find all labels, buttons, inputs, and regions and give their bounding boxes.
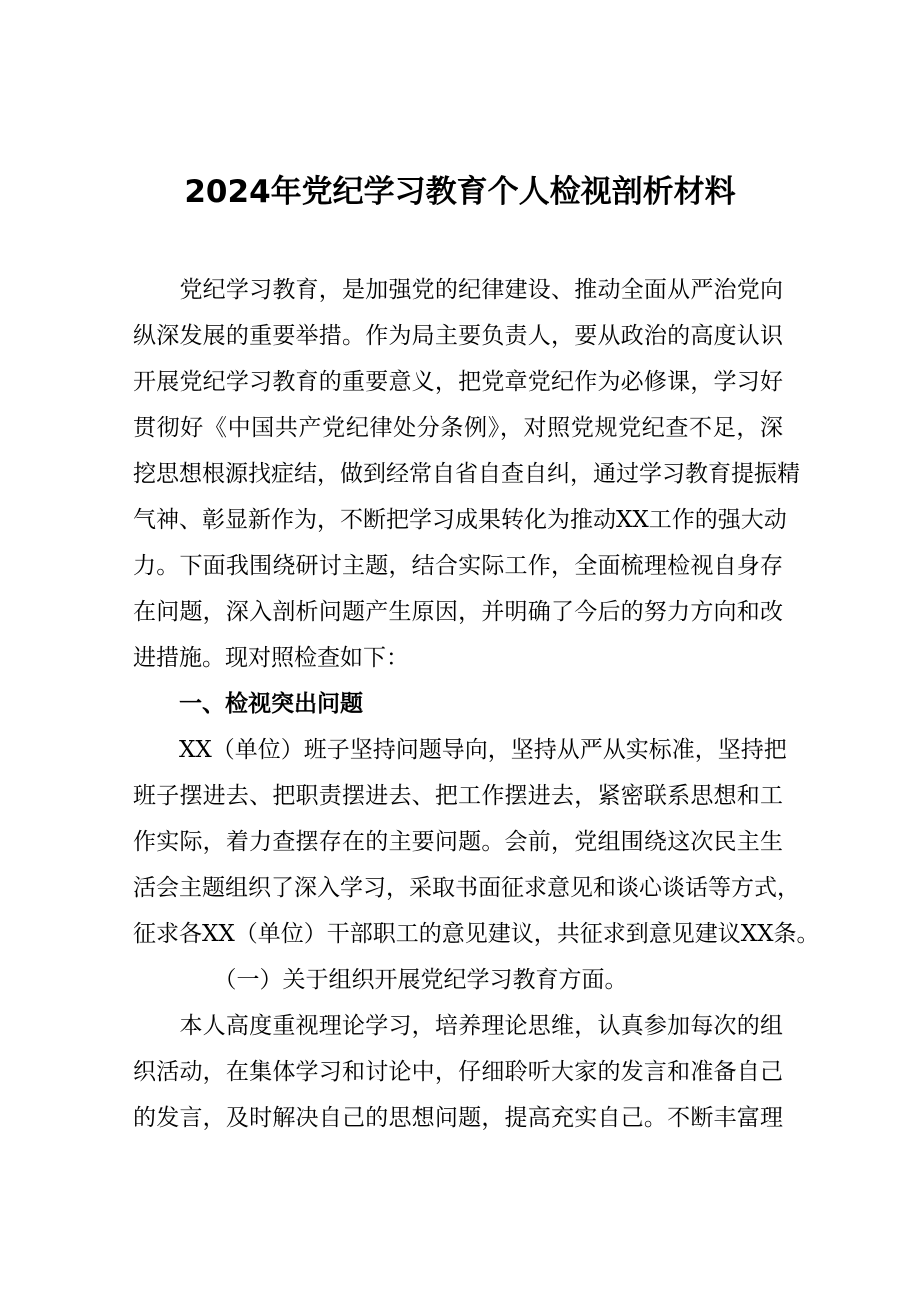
paragraph-line: 班子摆进去、把职责摆进去、把工作摆进去，紧密联系思想和工 <box>133 783 783 809</box>
paragraph-line: 开展党纪学习教育的重要意义，把党章党纪作为必修课，学习好 <box>133 369 783 395</box>
paragraph-line: 活会主题组织了深入学习，采取书面征求意见和谈心谈话等方式， <box>133 875 800 901</box>
paragraph-line: 党纪学习教育，是加强党的纪律建设、推动全面从严治党向 <box>133 277 783 303</box>
paragraph-line: 力。下面我围绕研讨主题，结合实际工作，全面梳理检视自身存 <box>133 553 783 579</box>
paragraph-line: 挖思想根源找症结，做到经常自省自查自纠，通过学习教育提振精 <box>133 461 800 487</box>
document-title: 2024年党纪学习教育个人检视剖析材料 <box>184 174 736 210</box>
section-heading: 一、检视突出问题 <box>133 691 363 717</box>
paragraph-line: 气神、彰显新作为，不断把学习成果转化为推动XX工作的强大动 <box>133 507 787 533</box>
paragraph-line: 织活动，在集体学习和讨论中，仔细聆听大家的发言和准备自己 <box>133 1059 783 1085</box>
paragraph-line: 的发言，及时解决自己的思想问题，提高充实自己。不断丰富理 <box>133 1105 783 1131</box>
paragraph-line: 纵深发展的重要举措。作为局主要负责人，要从政治的高度认识 <box>133 323 783 349</box>
paragraph-line: 本人高度重视理论学习，培养理论思维，认真参加每次的组 <box>133 1013 783 1039</box>
paragraph-line: 在问题，深入剖析问题产生原因，并明确了今后的努力方向和改 <box>133 599 783 625</box>
paragraph-line: 作实际，着力查摆存在的主要问题。会前，党组围绕这次民主生 <box>133 829 783 855</box>
subsection-heading: （一）关于组织开展党纪学习教育方面。 <box>133 967 628 993</box>
paragraph-line: XX（单位）班子坚持问题导向，坚持从严从实标准，坚持把 <box>133 737 787 763</box>
paragraph-line: 进措施。现对照检查如下： <box>133 645 409 671</box>
paragraph-line: 征求各XX（单位）干部职工的意见建议，共征求到意见建议XX条。 <box>133 921 820 947</box>
paragraph-line: 贯彻好《中国共产党纪律处分条例》，对照党规党纪查不足，深 <box>133 415 783 441</box>
